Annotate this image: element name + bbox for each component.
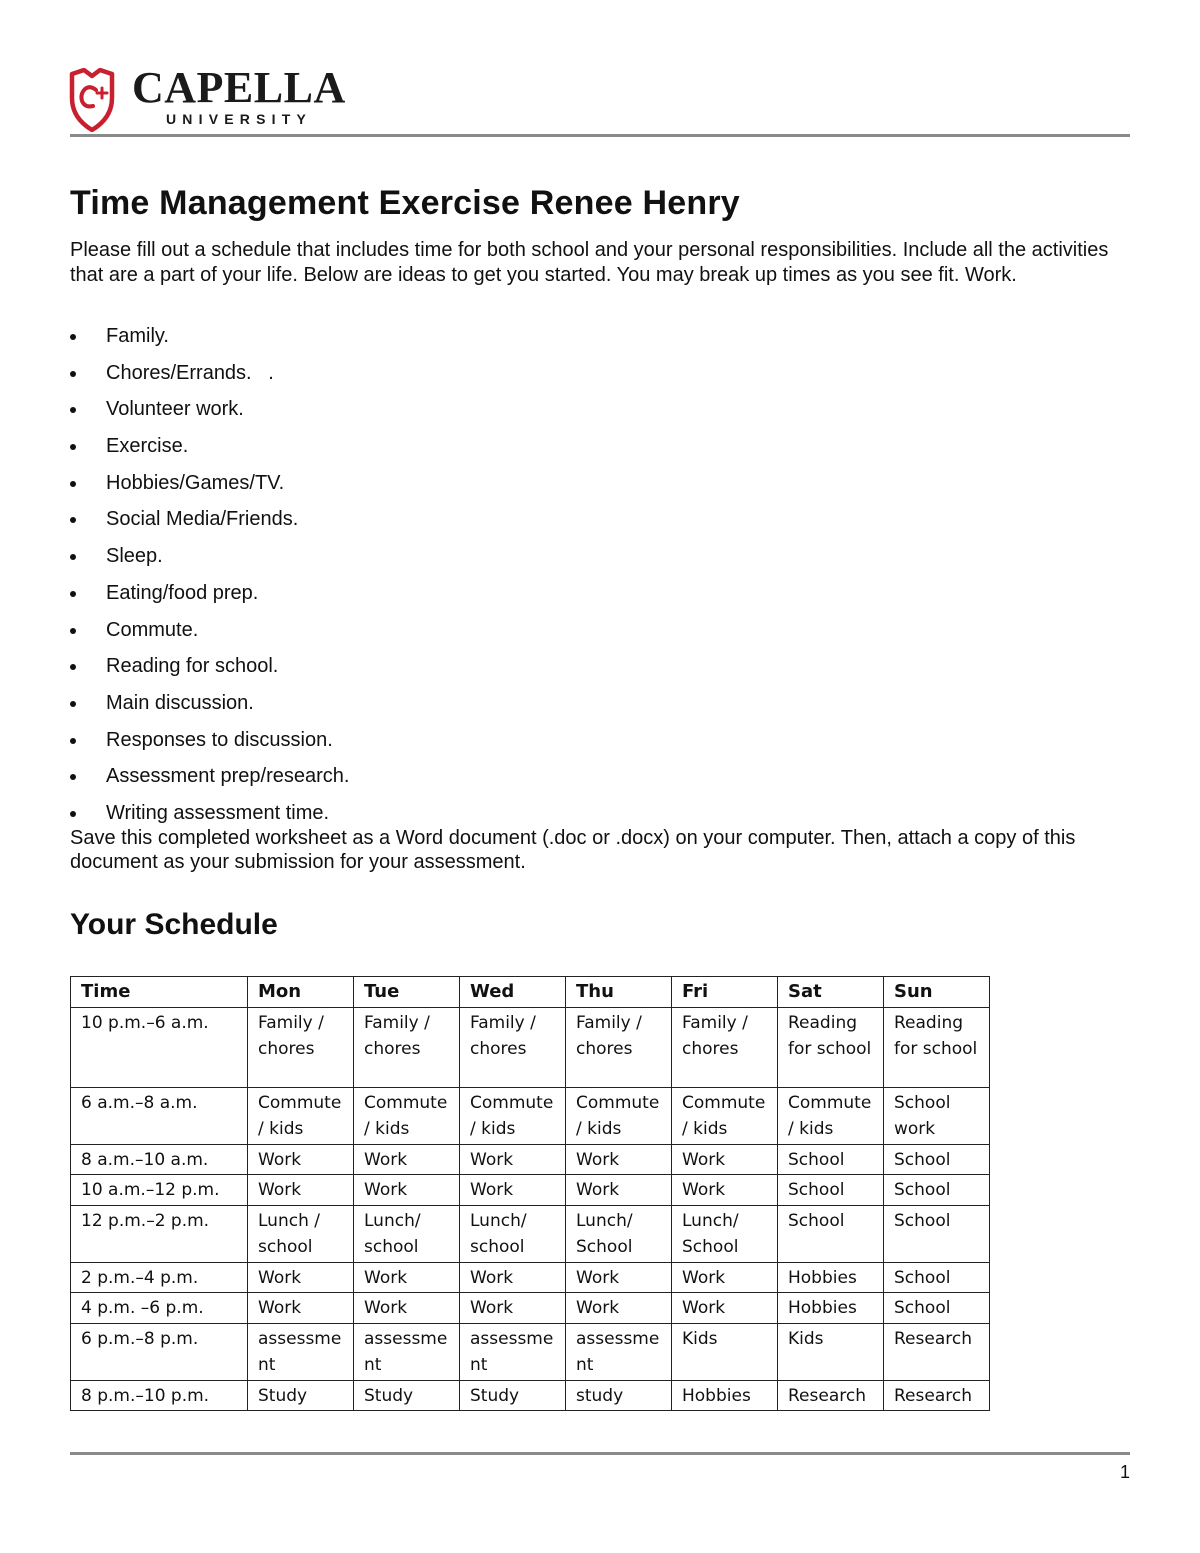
list-item (70, 434, 349, 471)
table-cell: Family / chores (248, 1007, 354, 1087)
time-cell: 10 a.m.–12 p.m. (71, 1175, 248, 1206)
list-item-text: Responses to discussion. (106, 728, 333, 751)
list-item (70, 471, 349, 508)
table-cell: Work (354, 1262, 460, 1293)
table-row (71, 1007, 990, 1087)
list-item-text: Volunteer work. (106, 398, 244, 421)
column-header-fri: Fri (672, 977, 778, 1008)
table-cell: Commute / kids (566, 1087, 672, 1144)
brand-name: CAPELLA (132, 63, 346, 112)
table-cell: Work (672, 1293, 778, 1324)
ideas-list (70, 324, 349, 838)
table-cell: Work (248, 1175, 354, 1206)
table-cell: Work (248, 1144, 354, 1175)
bullet-icon (70, 701, 76, 707)
table-cell: Commute / kids (354, 1087, 460, 1144)
list-item-text: Family. (106, 325, 169, 347)
list-item-text: Eating/food prep. (106, 581, 259, 604)
table-cell: Reading for school (884, 1007, 990, 1087)
table-row (71, 1205, 990, 1262)
list-item (70, 544, 349, 581)
time-cell: 8 p.m.–10 p.m. (71, 1380, 248, 1411)
bullet-icon (70, 481, 76, 487)
table-cell: Work (566, 1293, 672, 1324)
table-cell: School (884, 1175, 990, 1206)
table-cell: Commute / kids (778, 1087, 884, 1144)
time-cell: 2 p.m.–4 p.m. (71, 1262, 248, 1293)
table-cell: Hobbies (672, 1380, 778, 1411)
list-item (70, 397, 349, 434)
table-cell: Work (354, 1144, 460, 1175)
table-cell: Lunch/ school (460, 1205, 566, 1262)
table-cell: assessment (354, 1323, 460, 1380)
table-row (71, 1323, 990, 1380)
header-divider (70, 134, 1130, 137)
table-cell: Work (566, 1262, 672, 1293)
table-cell: Lunch/ School (566, 1205, 672, 1262)
table-cell: School (884, 1205, 990, 1262)
table-row (71, 1175, 990, 1206)
list-item-text: Hobbies/Games/TV. (106, 471, 285, 494)
table-cell: Hobbies (778, 1293, 884, 1324)
table-cell: School (884, 1144, 990, 1175)
table-cell: Commute / kids (248, 1087, 354, 1144)
table-cell: Family / chores (354, 1007, 460, 1087)
intro-paragraph: Please fill out a schedule that includes time for both school and your personal responsibilities. Include all the activities that are a part of your life. Below are ideas to get you started. You may break up times as you see fit. Work. (70, 239, 1109, 286)
brand-subtitle: UNIVERSITY (166, 111, 313, 127)
schedule-heading: Your Schedule (70, 908, 278, 941)
table-cell: Lunch/ School (672, 1205, 778, 1262)
list-item-text: Reading for school. (106, 655, 279, 678)
list-item (70, 728, 349, 765)
list-item-text: Exercise. (106, 435, 189, 458)
table-cell: assessment (566, 1323, 672, 1380)
table-row (71, 1262, 990, 1293)
list-item-text: Social Media/Friends. (106, 508, 299, 531)
table-cell: School (884, 1262, 990, 1293)
list-item (70, 324, 349, 361)
list-item (70, 618, 349, 655)
table-cell: School (778, 1205, 884, 1262)
table-cell: Family / chores (460, 1007, 566, 1087)
schedule-table (70, 976, 990, 1411)
list-item (70, 691, 349, 728)
column-header-mon: Mon (248, 977, 354, 1008)
bullet-icon (70, 444, 76, 450)
bullet-icon (70, 774, 76, 780)
table-cell: Hobbies (778, 1262, 884, 1293)
table-cell: assessment (460, 1323, 566, 1380)
table-cell: Work (672, 1175, 778, 1206)
time-cell: 6 a.m.–8 a.m. (71, 1087, 248, 1144)
table-cell: Research (884, 1323, 990, 1380)
list-item (70, 507, 349, 544)
table-cell: Work (460, 1144, 566, 1175)
table-cell: Work (566, 1144, 672, 1175)
bullet-icon (70, 738, 76, 744)
table-cell: Study (354, 1380, 460, 1411)
table-cell: Kids (778, 1323, 884, 1380)
list-item (70, 581, 349, 618)
time-cell: 8 a.m.–10 a.m. (71, 1144, 248, 1175)
capella-logo (68, 63, 368, 132)
time-cell: 6 p.m.–8 p.m. (71, 1323, 248, 1380)
table-cell: Reading for school (778, 1007, 884, 1087)
table-cell: Commute / kids (460, 1087, 566, 1144)
bullet-icon (70, 628, 76, 634)
list-item-text: Sleep. (106, 545, 163, 568)
table-cell: Lunch / school (248, 1205, 354, 1262)
table-cell: Work (566, 1175, 672, 1206)
bullet-icon (70, 371, 76, 377)
table-cell: Family / chores (672, 1007, 778, 1087)
list-item-text: Assessment prep/research. (106, 765, 350, 788)
table-cell: Commute / kids (672, 1087, 778, 1144)
list-item-text: Main discussion. (106, 691, 254, 714)
table-cell: Work (248, 1262, 354, 1293)
footer-divider (70, 1452, 1130, 1455)
list-item-text: Writing assessment time. (106, 801, 330, 824)
bullet-icon (70, 334, 76, 340)
list-item (70, 361, 349, 398)
bullet-icon (70, 664, 76, 670)
list-item-text: Commute. (106, 618, 199, 641)
list-item-text: Chores/Errands. . (106, 361, 274, 384)
table-cell: Lunch/ school (354, 1205, 460, 1262)
time-cell: 10 p.m.–6 a.m. (71, 1007, 248, 1087)
table-cell: Study (460, 1380, 566, 1411)
table-cell: study (566, 1380, 672, 1411)
shield-icon (68, 68, 124, 132)
table-row (71, 1293, 990, 1324)
table-cell: School (778, 1144, 884, 1175)
bullet-icon (70, 517, 76, 523)
table-cell: Study (248, 1380, 354, 1411)
table-cell: Work (672, 1262, 778, 1293)
bullet-icon (70, 554, 76, 560)
table-row (71, 1380, 990, 1411)
document-title: Time Management Exercise Renee Henry (70, 184, 740, 222)
column-header-time: Time (71, 977, 248, 1008)
column-header-sat: Sat (778, 977, 884, 1008)
table-row (71, 1144, 990, 1175)
table-cell: School (884, 1293, 990, 1324)
save-instructions: Save this completed worksheet as a Word document (.doc or .docx) on your computer. Then, attach a copy of this document as your submission for your assessment. (70, 827, 1076, 873)
table-cell: Work (354, 1293, 460, 1324)
table-cell: Work (460, 1175, 566, 1206)
column-header-tue: Tue (354, 977, 460, 1008)
bullet-icon (70, 811, 76, 817)
table-cell: Kids (672, 1323, 778, 1380)
list-item (70, 764, 349, 801)
table-cell: School (778, 1175, 884, 1206)
column-header-wed: Wed (460, 977, 566, 1008)
table-cell: Research (778, 1380, 884, 1411)
bullet-icon (70, 407, 76, 413)
page-number: 1 (1120, 1462, 1131, 1482)
table-cell: Work (248, 1293, 354, 1324)
table-cell: Work (460, 1293, 566, 1324)
column-header-thu: Thu (566, 977, 672, 1008)
table-cell: Family / chores (566, 1007, 672, 1087)
table-row (71, 1087, 990, 1144)
bullet-icon (70, 591, 76, 597)
table-header-row (71, 977, 990, 1008)
table-cell: Work (354, 1175, 460, 1206)
table-cell: Work (672, 1144, 778, 1175)
column-header-sun: Sun (884, 977, 990, 1008)
time-cell: 4 p.m. –6 p.m. (71, 1293, 248, 1324)
table-cell: School work (884, 1087, 990, 1144)
list-item (70, 654, 349, 691)
time-cell: 12 p.m.–2 p.m. (71, 1205, 248, 1262)
table-cell: Work (460, 1262, 566, 1293)
table-cell: Research (884, 1380, 990, 1411)
table-cell: assessment (248, 1323, 354, 1380)
